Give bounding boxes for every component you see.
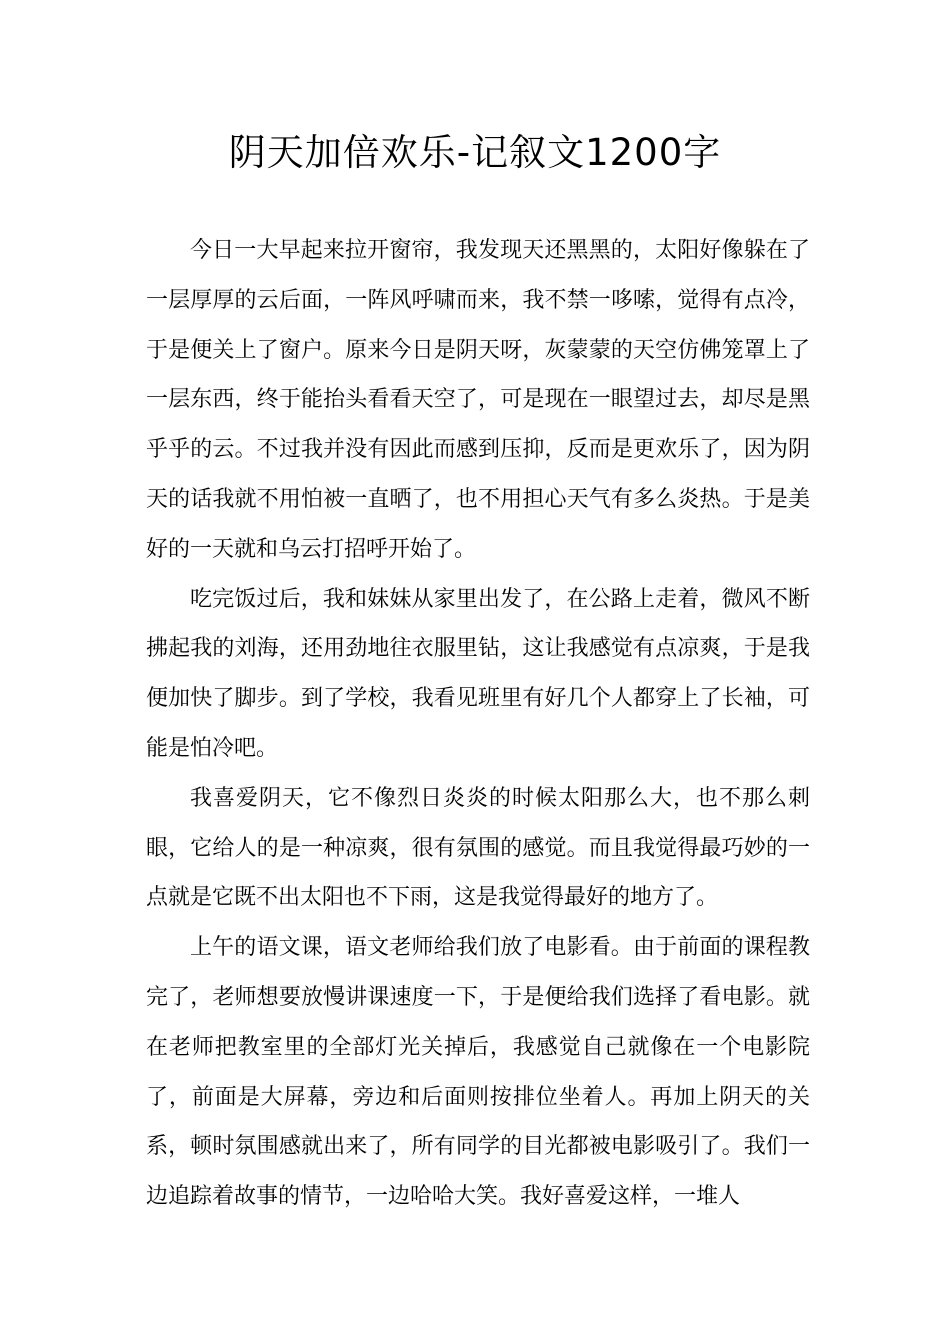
document-title: 阴天加倍欢乐-记叙文1200字 <box>228 131 722 174</box>
paragraph-1: 今日一大早起来拉开窗帘，我发现天还黑黑的，太阳好像躲在了一层厚厚的云后面，一阵风呼啸而来，我不禁一哆嗦，觉得有点冷，于是便关上了窗户。原来今日是阴天呀，灰蒙蒙的天空仿佛笼罩上了一层东西，终于能抬头看看天空了，可是现在一眼望过去，却尽是黑乎乎的云。不过我并没有因此而感到压抑，反而是更欢乐了，因为阴天的话我就不用怕被一直晒了，也不用担心天气有多么炎热。于是美好的一天就和乌云打招呼开始了。 <box>146 238 810 562</box>
paragraph-4: 上午的语文课，语文老师给我们放了电影看。由于前面的课程教完了，老师想要放慢讲课速度一下，于是便给我们选择了看电影。就在老师把教室里的全部灯光关掉后，我感觉自己就像在一个电影院了，前面是大屏幕，旁边和后面则按排位坐着人。再加上阴天的关系，顿时氛围感就出来了，所有同学的目光都被电影吸引了。我们一边追踪着故事的情节，一边哈哈大笑。我好喜爱这样，一堆人 <box>146 935 810 1210</box>
document-body <box>146 226 810 1222</box>
paragraph-2: 吃完饭过后，我和妹妹从家里出发了，在公路上走着，微风不断拂起我的刘海，还用劲地往衣服里钻，这让我感觉有点凉爽，于是我便加快了脚步。到了学校，我看见班里有好几个人都穿上了长袖，可能是怕冷吧。 <box>146 586 810 761</box>
paragraph-3: 我喜爱阴天，它不像烈日炎炎的时候太阳那么大，也不那么刺眼，它给人的是一种凉爽，很有氛围的感觉。而且我觉得最巧妙的一点就是它既不出太阳也不下雨，这是我觉得最好的地方了。 <box>146 785 810 911</box>
